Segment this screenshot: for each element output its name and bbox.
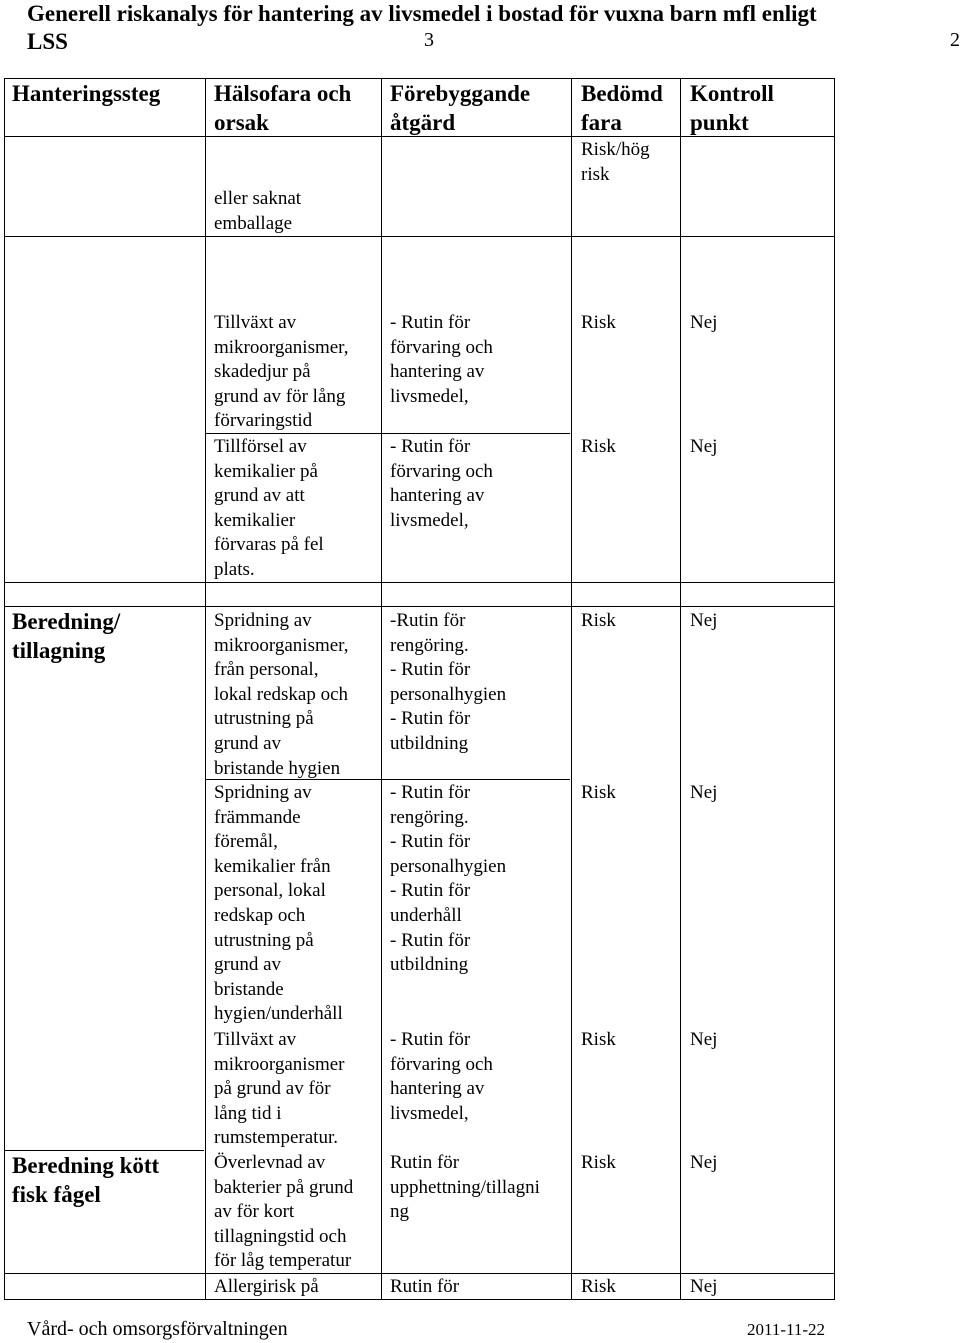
row-hazard: Tillväxt av mikroorganismer på grund av för lång tid i rumstemperatur.: [214, 1029, 345, 1149]
row-hazard: Allergirisk på: [214, 1276, 319, 1297]
row-measure: - Rutin för rengöring. - Rutin för personalhygien - Rutin för underhåll - Rutin för utbildning: [390, 782, 507, 976]
row-measure: - Rutin för förvaring och hantering av livsmedel,: [390, 1029, 493, 1124]
header-measure: Förebyggande åtgärd: [390, 81, 531, 135]
header-hazard: Hälsofara och orsak: [214, 81, 352, 135]
document-title: Generell riskanalys för hantering av livsmedel i bostad för vuxna barn mfl enligt LSS: [27, 1, 817, 54]
footer-organization: Vård- och omsorgsförvaltningen: [27, 1318, 288, 1340]
header-control: Kontroll punkt: [690, 81, 774, 135]
row-hazard: Tillväxt av mikroorganismer, skadedjur på grund av för lång förvaringstid: [214, 312, 349, 432]
row-control: Nej: [690, 436, 718, 457]
row-risk: Risk: [581, 436, 616, 457]
row-measure: Rutin för upphettning/tillagni ng: [390, 1152, 540, 1223]
row-control: Nej: [690, 1276, 718, 1297]
header-assessed-sub: Risk/hög risk: [581, 139, 650, 185]
row-risk: Risk: [581, 610, 616, 631]
row-control: Nej: [690, 1029, 718, 1050]
row-measure: - Rutin för förvaring och hantering av livsmedel,: [390, 436, 493, 531]
row-hazard: Spridning av mikroorganismer, från personal, lokal redskap och utrustning på grund av bristande hygien: [214, 610, 349, 779]
header-assessed: Bedömd fara: [581, 81, 663, 135]
row-risk: Risk: [581, 1276, 616, 1297]
row-risk: Risk: [581, 1152, 616, 1173]
row-control: Nej: [690, 1152, 718, 1173]
row-hazard: Tillförsel av kemikalier på grund av att kemikalier förvaras på fel plats.: [214, 436, 324, 580]
row-measure: - Rutin för förvaring och hantering av livsmedel,: [390, 312, 493, 407]
row-hazard: Spridning av främmande föremål, kemikalier från personal, lokal redskap och utrustning på grund av bristande hygien/underhåll: [214, 782, 343, 1025]
row-control: Nej: [690, 782, 718, 803]
row-control: Nej: [690, 312, 718, 333]
row-hazard: Överlevnad av bakterier på grund av för kort tillagningstid och för låg temperatur: [214, 1152, 354, 1272]
row-risk: Risk: [581, 312, 616, 333]
footer-date: 2011-11-22: [747, 1320, 826, 1339]
row-measure: -Rutin för rengöring. - Rutin för personalhygien - Rutin för utbildning: [390, 610, 507, 754]
continued-hazard: eller saknat emballage: [214, 188, 302, 234]
row-risk: Risk: [581, 782, 616, 803]
section-step-kott-fisk-fagel: Beredning kött fisk fågel: [12, 1153, 160, 1207]
row-measure: Rutin för: [390, 1276, 460, 1297]
header-step: Hanteringssteg: [12, 81, 161, 106]
page-number-overflow: 2: [950, 29, 960, 51]
row-risk: Risk: [581, 1029, 616, 1050]
page-number: 3: [424, 29, 434, 51]
row-control: Nej: [690, 610, 718, 631]
section-step-beredning: Beredning/ tillagning: [12, 609, 121, 663]
